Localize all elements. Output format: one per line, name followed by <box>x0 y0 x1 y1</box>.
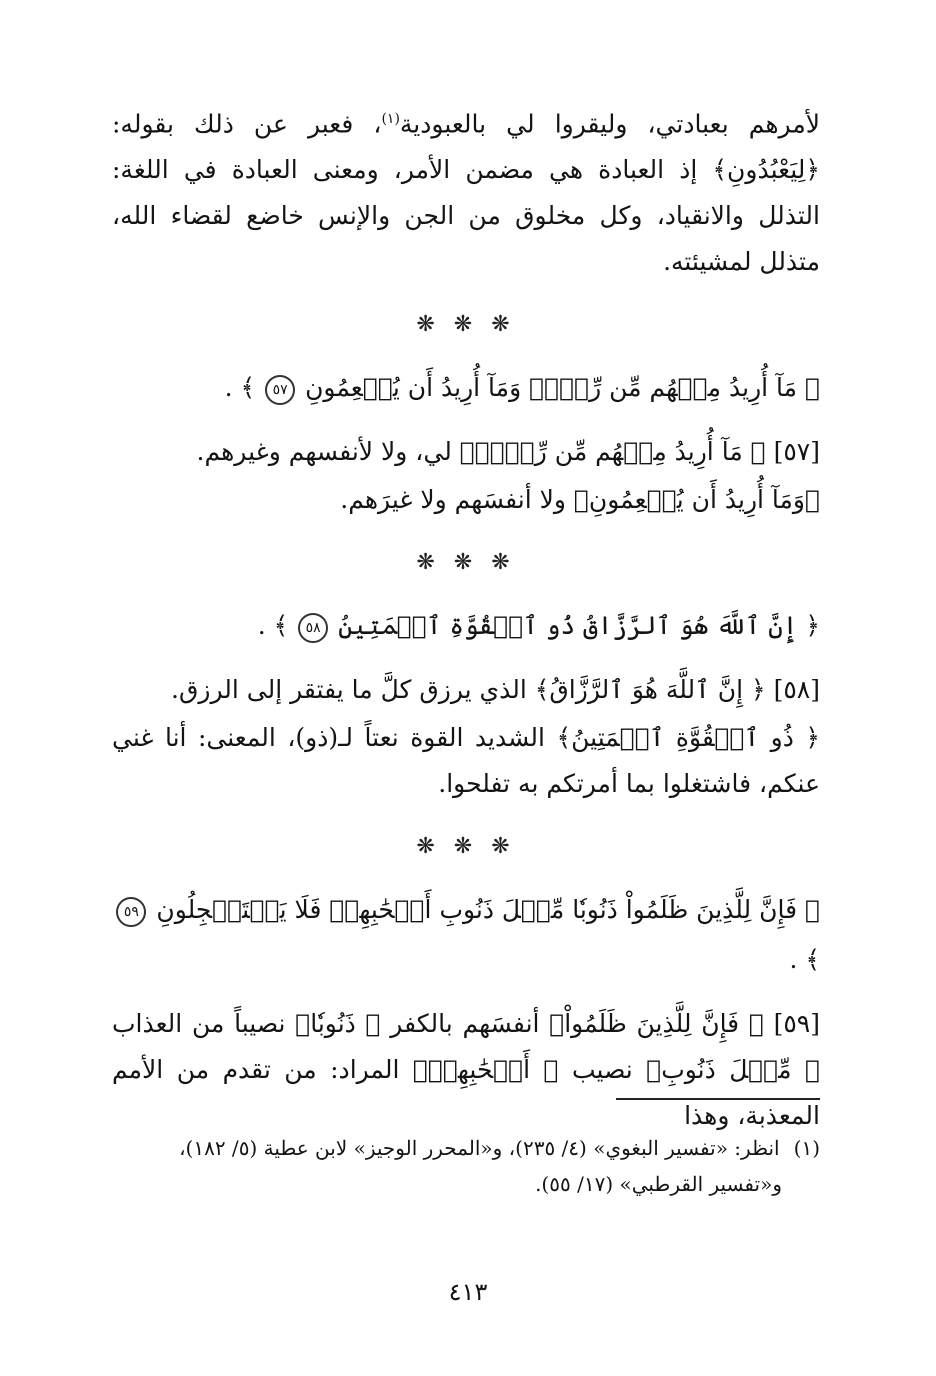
intro-text: لأمرهم بعبادتي، وليقروا لي بالعبودية <box>399 109 820 139</box>
section-separator: ❋ ❋ ❋ <box>416 312 516 338</box>
ayah-number-marker: ٥٨ <box>298 613 328 643</box>
ayah-57 <box>112 363 820 413</box>
main-text <box>112 96 820 1139</box>
footnote-line-1: انظر: «تفسير البغوي» (٤/ ٢٣٥)، و«المحرر الوجيز» لابن عطية (٥/ ١٨٢)، <box>179 1136 780 1160</box>
tafsir-58-b: ﴿ ذُو ٱلۡقُوَّةِ ٱلۡمَتِينُ﴾ الشديد القوة نعتاً لـ(ذو)، المعنى: أنا غني عنكم، فاشتغلوا بما أمرتكم به تفلحوا. <box>112 723 820 799</box>
page-number: ٤١٣ <box>448 1278 488 1306</box>
paragraph-intro <box>112 96 820 285</box>
tafsir-57-b: ﴿وَمَآ أُرِيدُ أَن يُطۡعِمُونِ﴾ ولا أنفسَهم ولا غيرَهم. <box>340 485 820 515</box>
ayah-57-text: ﴿ مَآ أُرِيدُ مِنۡهُم مِّن رِّزۡقٖ وَمَآ أُرِيدُ أَن يُطۡعِمُونِ <box>305 373 820 403</box>
ayah-59-text: ﴿ فَإِنَّ لِلَّذِينَ ظَلَمُواْ ذَنُوبٗا مِّثۡلَ ذَنُوبِ أَصۡحَٰبِهِمۡ فَلَا يَسۡتَعۡجِلُونِ <box>156 895 820 925</box>
ayah-58 <box>112 601 820 651</box>
ayah-58-text: ﴿ إِنَّ ٱللَّهَ هُوَ ٱلرَّزَّاقُ ذُو ٱلۡقُوَّةِ ٱلۡمَتِينُ <box>338 611 820 641</box>
section-separator: ❋ ❋ ❋ <box>416 550 516 576</box>
footnote-number: (١) <box>793 1136 820 1160</box>
tafsir-57-a: [٥٧] ﴿ مَآ أُرِيدُ مِنۡهُم مِّن رِّزۡقٖ﴾ لي، ولا لأنفسهم وغيرهم. <box>196 437 820 467</box>
ayah-59 <box>112 885 820 985</box>
ayah-58-end: ﴾ . <box>257 611 289 641</box>
tafsir-59: [٥٩] ﴿ فَإِنَّ لِلَّذِينَ ظَلَمُواْ﴾ أنفسَهم بالكفر ﴿ ذَنُوبٗا﴾ نصيباً من العذاب ﴿ مِّثۡلَ ذَنُوبِ﴾ نصيب ﴿ أَصۡحَٰبِهِمۡ﴾ المراد: من تقدم من الأمم المعذبة، وهذا <box>112 1009 820 1131</box>
ayah-59-end: ﴾ . <box>789 945 820 975</box>
ayah-number-marker: ٥٩ <box>116 897 146 927</box>
ayah-number-marker: ٥٧ <box>265 375 295 405</box>
footnote-line-2: و«تفسير القرطبي» (١٧/ ٥٥). <box>535 1172 782 1196</box>
footnote-ref: (١) <box>381 111 400 127</box>
footnote-divider <box>616 1098 820 1100</box>
section-separator: ❋ ❋ ❋ <box>416 834 516 860</box>
ayah-57-end: ﴾ . <box>224 373 256 403</box>
footnote <box>112 1130 820 1202</box>
tafsir-58-a: [٥٨] ﴿ إِنَّ ٱللَّهَ هُوَ ٱلرَّزَّاقُ﴾ الذي يرزق كلَّ ما يفتقر إلى الرزق. <box>171 675 820 705</box>
intro-text-rest: ، فعبر عن ذلك بقوله: ﴿لِيَعْبُدُونِ﴾ إذ العبادة هي مضمن الأمر، ومعنى العبادة في اللغة: التذلل والانقياد، وكل مخلوق من الجن والإنس خاضع لقضاء الله، متذلل لمشيئته. <box>112 109 820 277</box>
